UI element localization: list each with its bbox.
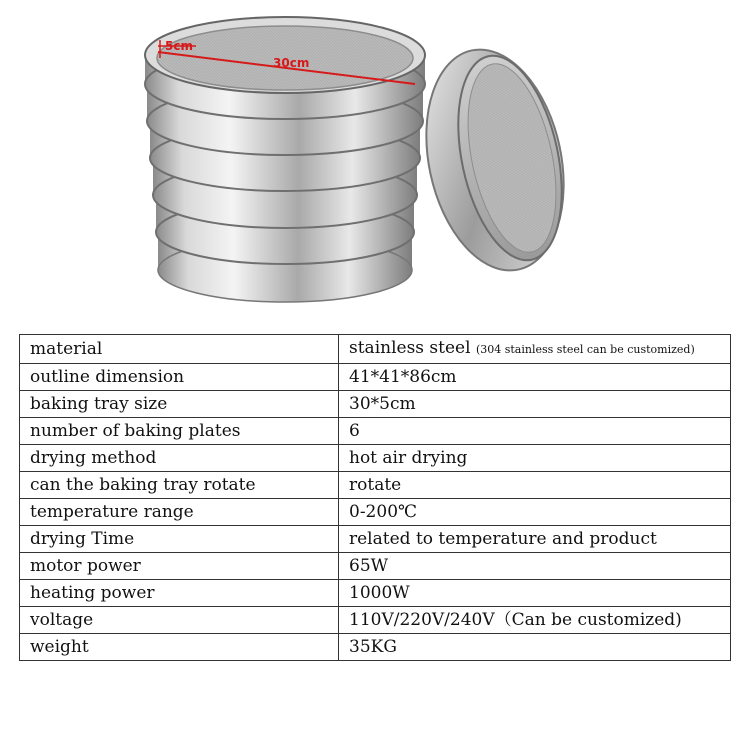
spec-label: baking tray size: [20, 391, 339, 418]
specs-table: [19, 334, 731, 661]
spec-label: heating power: [20, 580, 339, 607]
spec-label: voltage: [20, 607, 339, 634]
spec-value: 0-200℃: [339, 499, 731, 526]
spec-label: can the baking tray rotate: [20, 472, 339, 499]
spec-value: 65W: [339, 553, 731, 580]
table-row: [20, 335, 731, 364]
spec-label: weight: [20, 634, 339, 661]
spec-value: 35KG: [339, 634, 731, 661]
spec-label: number of baking plates: [20, 418, 339, 445]
table-row: [20, 607, 731, 634]
spec-value: hot air drying: [339, 445, 731, 472]
spec-value: 110V/220V/240V（Can be customized): [339, 607, 731, 634]
spec-label: drying Time: [20, 526, 339, 553]
spec-value-note: (304 stainless steel can be customized): [475, 343, 695, 356]
table-row: [20, 553, 731, 580]
height-dimension-label: 5cm: [165, 39, 193, 53]
spec-label: material: [20, 335, 339, 364]
spec-value: 6: [339, 418, 731, 445]
spec-value: 41*41*86cm: [339, 364, 731, 391]
table-row: [20, 580, 731, 607]
table-row: [20, 418, 731, 445]
table-row: [20, 634, 731, 661]
spec-value: 1000W: [339, 580, 731, 607]
table-row: [20, 499, 731, 526]
table-row: [20, 445, 731, 472]
spec-value-text: stainless steel: [349, 338, 471, 358]
spec-value: rotate: [339, 472, 731, 499]
table-row: [20, 364, 731, 391]
spec-label: temperature range: [20, 499, 339, 526]
spec-label: outline dimension: [20, 364, 339, 391]
table-row: [20, 526, 731, 553]
spec-value: [339, 335, 731, 364]
spec-label: drying method: [20, 445, 339, 472]
tray-stack: [145, 17, 425, 302]
table-row: [20, 472, 731, 499]
spec-value: 30*5cm: [339, 391, 731, 418]
table-row: [20, 391, 731, 418]
product-photo: [0, 0, 750, 320]
spec-value: related to temperature and product: [339, 526, 731, 553]
spec-label: motor power: [20, 553, 339, 580]
standing-tray: [407, 37, 583, 284]
diameter-dimension-label: 30cm: [273, 56, 310, 70]
